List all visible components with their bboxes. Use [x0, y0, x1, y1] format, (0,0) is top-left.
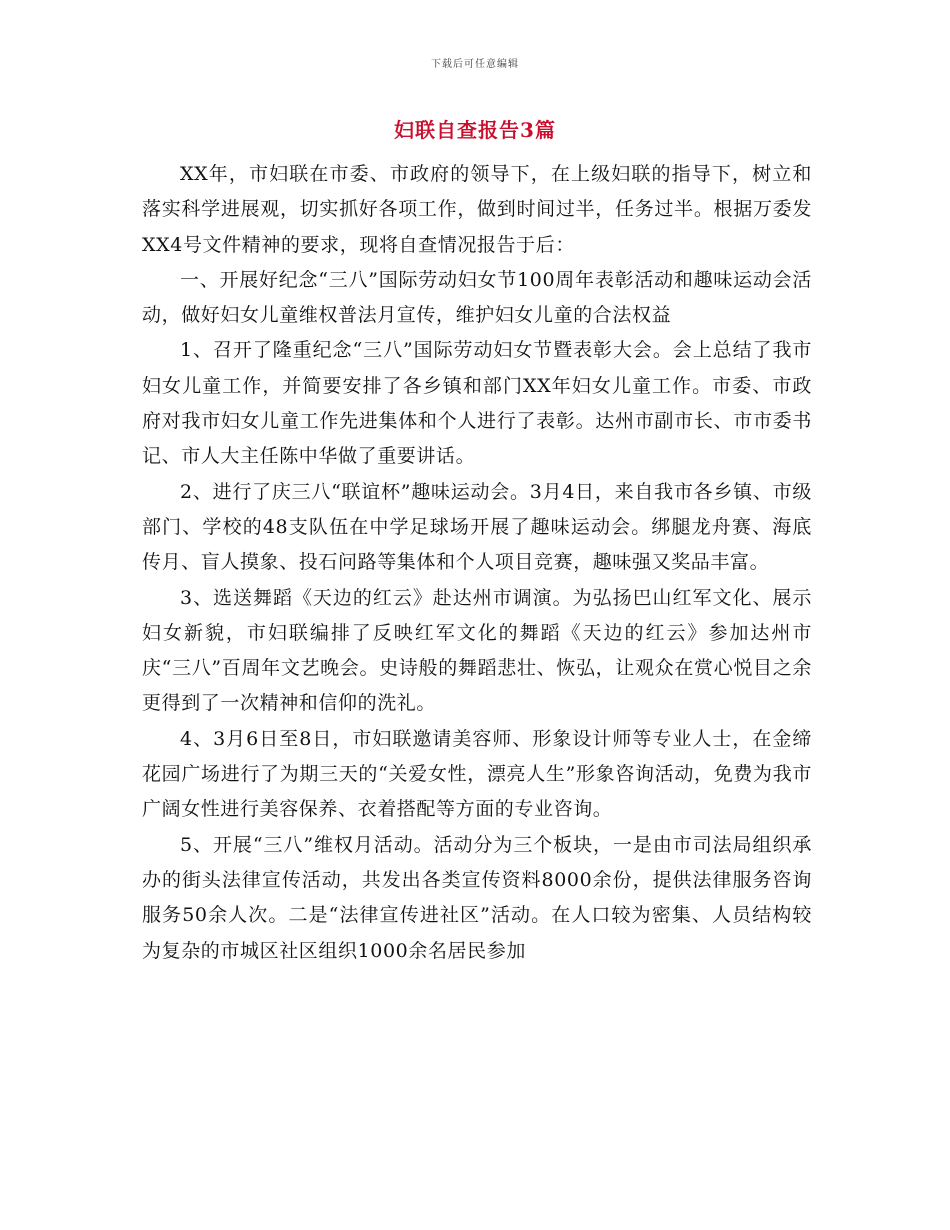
document-body: [142, 157, 812, 969]
paragraph-intro: XX年，市妇联在市委、市政府的领导下，在上级妇联的指导下，树立和落实科学进展观，切实抓好各项工作，做到时间过半，任务过半。根据万委发XX4号文件精神的要求，现将自查情况报告于后：: [142, 163, 812, 256]
paragraph-item-4: 4、3月6日至8日，市妇联邀请美容师、形象设计师等专业人士，在金缔花园广场进行了为期三天的“关爱女性，漂亮人生”形象咨询活动，免费为我市广阔女性进行美容保养、衣着搭配等方面的专业咨询。: [142, 727, 812, 821]
document-title: 妇联自查报告3篇: [394, 118, 556, 142]
header-note: 下载后可任意编辑: [431, 59, 519, 70]
paragraph-item-2: 2、进行了庆三八“联谊杯”趣味运动会。3月4日，来自我市各乡镇、市级部门、学校的48支队伍在中学足球场开展了趣味运动会。绑腿龙舟赛、海底传月、盲人摸象、投石问路等集体和个人项目竞赛，趣味强又奖品丰富。: [142, 480, 812, 574]
paragraph-item-3: 3、选送舞蹈《天边的红云》赴达州市调演。为弘扬巴山红军文化、展示妇女新貌，市妇联编排了反映红军文化的舞蹈《天边的红云》参加达州市庆“三八”百周年文艺晚会。史诗般的舞蹈悲壮、恢弘，让观众在赏心悦目之余更得到了一次精神和信仰的洗礼。: [142, 586, 812, 715]
paragraph-item-5: 5、开展“三八”维权月活动。活动分为三个板块，一是由市司法局组织承办的街头法律宣传活动，共发出各类宣传资料8000余份，提供法律服务咨询服务50余人次。二是“法律宣传进社区”活动。在人口较为密集、人员结构较为复杂的市城区社区组织1000余名居民参加: [142, 833, 812, 962]
paragraph-section-heading: 一、开展好纪念“三八”国际劳动妇女节100周年表彰活动和趣味运动会活动，做好妇女儿童维权普法月宣传，维护妇女儿童的合法权益: [142, 268, 812, 327]
paragraph-item-1: 1、召开了隆重纪念“三八”国际劳动妇女节暨表彰大会。会上总结了我市妇女儿童工作，并简要安排了各乡镇和部门XX年妇女儿童工作。市委、市政府对我市妇女儿童工作先进集体和个人进行了表彰。达州市副市长、市市委书记、市人大主任陈中华做了重要讲话。: [142, 339, 812, 468]
